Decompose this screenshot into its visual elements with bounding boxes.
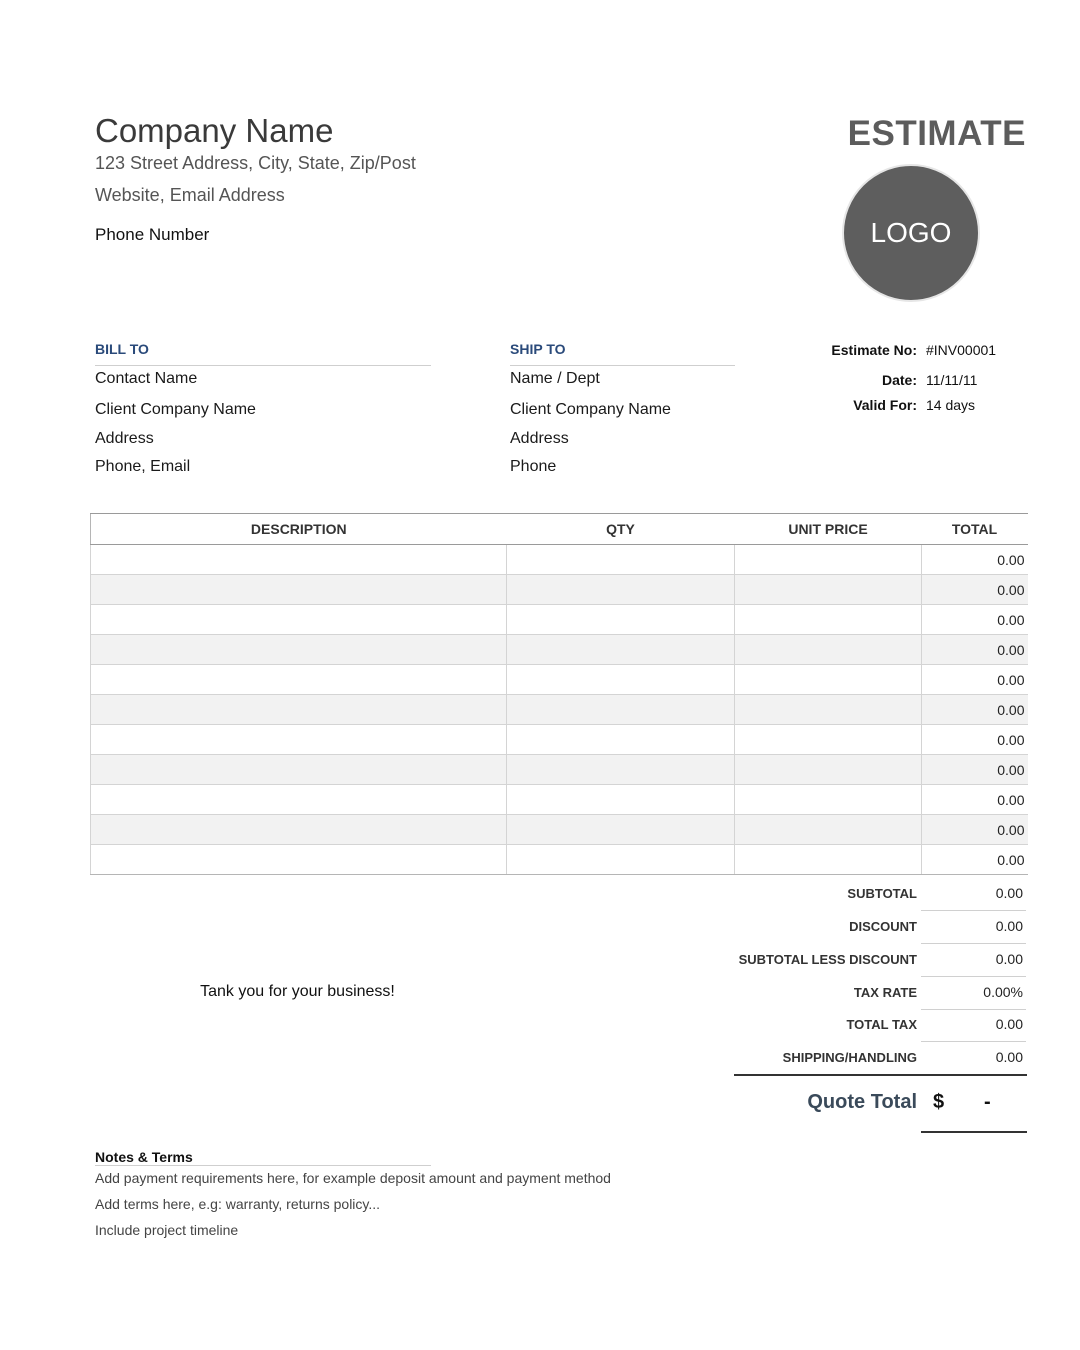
total-cell: 0.00 — [922, 575, 1028, 605]
subtotal-label: SUBTOTAL — [847, 886, 917, 901]
description-cell[interactable] — [91, 545, 507, 575]
qty-cell[interactable] — [507, 845, 735, 875]
company-address: 123 Street Address, City, State, Zip/Post — [95, 153, 416, 173]
unit-price-cell[interactable] — [735, 575, 922, 605]
ship-to-phone: Phone — [510, 458, 557, 475]
valid-for-label: Valid For: — [853, 397, 917, 413]
column-header-total: TOTAL — [922, 514, 1028, 545]
qty-cell[interactable] — [507, 635, 735, 665]
unit-price-cell[interactable] — [735, 545, 922, 575]
shipping-handling-value[interactable]: 0.00 — [995, 1049, 1023, 1065]
document-title: ESTIMATE — [847, 114, 1026, 153]
subtotal-less-discount-value: 0.00 — [995, 951, 1023, 967]
total-cell: 0.00 — [922, 665, 1028, 695]
bill-to-divider — [95, 365, 431, 366]
ship-to-divider — [510, 365, 735, 366]
thank-you-message: Tank you for your business! — [200, 983, 395, 1000]
description-cell[interactable] — [91, 725, 507, 755]
description-cell[interactable] — [91, 605, 507, 635]
subtotal-less-discount-label: SUBTOTAL LESS DISCOUNT — [738, 952, 917, 967]
estimate-number-label: Estimate No: — [831, 342, 917, 358]
total-tax-value: 0.00 — [995, 1016, 1023, 1032]
total-cell: 0.00 — [922, 545, 1028, 575]
summary-divider — [921, 1041, 1026, 1042]
description-cell[interactable] — [91, 635, 507, 665]
total-cell: 0.00 — [922, 725, 1028, 755]
description-cell[interactable] — [91, 665, 507, 695]
date-label: Date: — [881, 372, 917, 388]
quote-total-currency: $ — [933, 1091, 945, 1113]
ship-to-heading: SHIP TO — [510, 341, 566, 357]
summary-divider — [921, 910, 1026, 911]
description-cell[interactable] — [91, 815, 507, 845]
company-phone: Phone Number — [95, 225, 210, 244]
logo-text: LOGO — [870, 217, 952, 248]
quote-total-label: Quote Total — [807, 1091, 917, 1113]
table-row — [91, 545, 1028, 575]
discount-label: DISCOUNT — [849, 919, 917, 934]
bill-to-phone-email: Phone, Email — [95, 458, 191, 475]
table-row — [91, 635, 1028, 665]
notes-line-payment: Add payment requirements here, for example deposit amount and payment method — [95, 1170, 611, 1186]
total-cell: 0.00 — [922, 635, 1028, 665]
quote-total-value: - — [984, 1091, 991, 1113]
notes-line-timeline: Include project timeline — [95, 1222, 239, 1238]
table-row — [91, 605, 1028, 635]
ship-to-company: Client Company Name — [510, 401, 671, 418]
quote-total-underline — [921, 1131, 1027, 1133]
qty-cell[interactable] — [507, 725, 735, 755]
subtotal-value: 0.00 — [995, 885, 1023, 901]
description-cell[interactable] — [91, 785, 507, 815]
total-cell: 0.00 — [922, 845, 1028, 875]
description-cell[interactable] — [91, 845, 507, 875]
qty-cell[interactable] — [507, 545, 735, 575]
description-cell[interactable] — [91, 695, 507, 725]
table-row — [91, 785, 1028, 815]
total-cell: 0.00 — [922, 755, 1028, 785]
qty-cell[interactable] — [507, 605, 735, 635]
total-cell: 0.00 — [922, 815, 1028, 845]
unit-price-cell[interactable] — [735, 785, 922, 815]
total-cell: 0.00 — [922, 605, 1028, 635]
unit-price-cell[interactable] — [735, 755, 922, 785]
description-cell[interactable] — [91, 575, 507, 605]
bill-to-address: Address — [95, 430, 154, 447]
company-web-email: Website, Email Address — [95, 185, 285, 205]
total-tax-label: TOTAL TAX — [846, 1017, 917, 1032]
total-cell: 0.00 — [922, 695, 1028, 725]
summary-divider — [921, 976, 1026, 977]
tax-rate-label: TAX RATE — [853, 985, 917, 1000]
qty-cell[interactable] — [507, 695, 735, 725]
unit-price-cell[interactable] — [735, 605, 922, 635]
summary-divider — [921, 1009, 1026, 1010]
ship-to-name: Name / Dept — [510, 370, 600, 387]
table-row — [91, 845, 1028, 875]
shipping-handling-label: SHIPPING/HANDLING — [782, 1050, 917, 1065]
qty-cell[interactable] — [507, 665, 735, 695]
unit-price-cell[interactable] — [735, 845, 922, 875]
qty-cell[interactable] — [507, 755, 735, 785]
notes-divider — [95, 1165, 431, 1166]
unit-price-cell[interactable] — [735, 815, 922, 845]
valid-for-value: 14 days — [926, 397, 976, 413]
summary-divider — [921, 943, 1026, 944]
logo-placeholder — [842, 164, 980, 302]
unit-price-cell[interactable] — [735, 725, 922, 755]
table-row — [91, 725, 1028, 755]
qty-cell[interactable] — [507, 785, 735, 815]
description-cell[interactable] — [91, 755, 507, 785]
table-row — [91, 695, 1028, 725]
total-cell: 0.00 — [922, 785, 1028, 815]
column-header-qty: QTY — [507, 514, 735, 545]
bill-to-heading: BILL TO — [95, 341, 149, 357]
table-row — [91, 815, 1028, 845]
bill-to-company: Client Company Name — [95, 401, 256, 418]
column-header-description: DESCRIPTION — [91, 514, 507, 545]
ship-to-address: Address — [510, 430, 569, 447]
column-header-unit-price: UNIT PRICE — [735, 514, 922, 545]
table-row — [91, 755, 1028, 785]
qty-cell[interactable] — [507, 575, 735, 605]
date-value: 11/11/11 — [926, 372, 978, 388]
company-name: Company Name — [95, 112, 334, 149]
bill-to-contact: Contact Name — [95, 370, 198, 387]
estimate-number-value: #INV00001 — [926, 342, 997, 358]
unit-price-cell[interactable] — [735, 695, 922, 725]
table-row — [91, 575, 1028, 605]
notes-line-terms: Add terms here, e.g: warranty, returns policy... — [95, 1196, 381, 1212]
quote-total-divider — [734, 1074, 1027, 1076]
table-row — [91, 665, 1028, 695]
line-items-table — [90, 513, 1028, 875]
discount-value[interactable]: 0.00 — [995, 918, 1023, 934]
table-header-row — [91, 514, 1028, 545]
unit-price-cell[interactable] — [735, 665, 922, 695]
notes-terms-heading: Notes & Terms — [95, 1149, 193, 1165]
unit-price-cell[interactable] — [735, 635, 922, 665]
tax-rate-value[interactable]: 0.00% — [983, 984, 1023, 1000]
qty-cell[interactable] — [507, 815, 735, 845]
